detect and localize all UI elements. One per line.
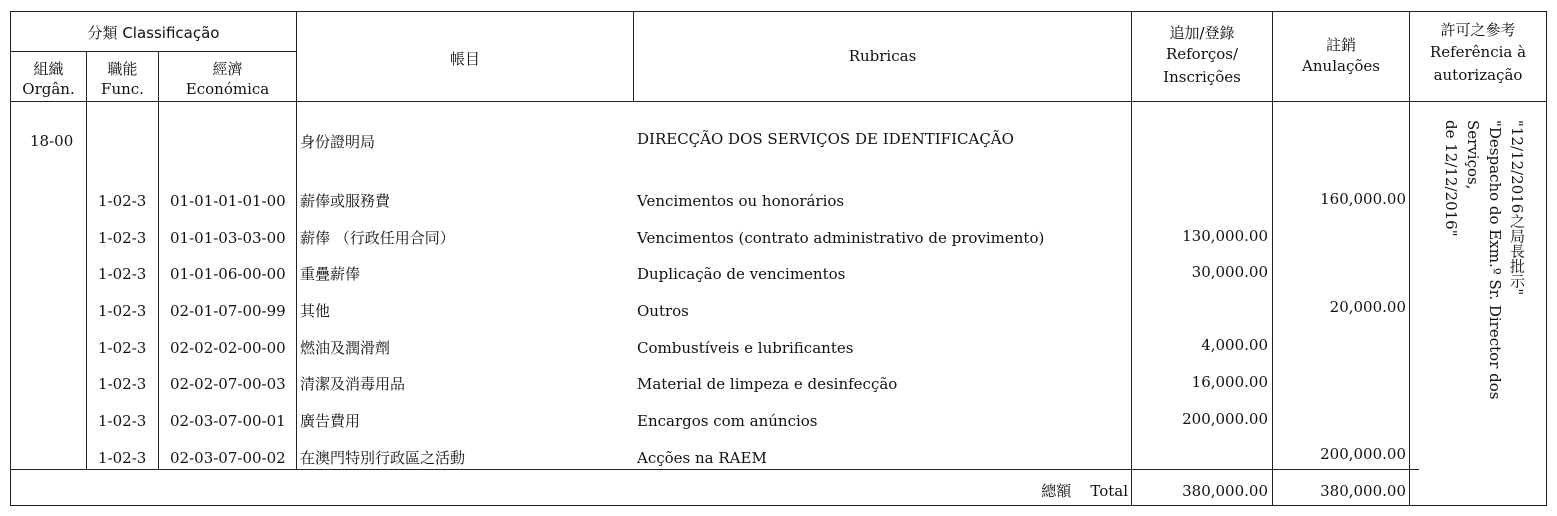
row-account-zh: 燃油及潤滑劑 xyxy=(300,339,391,357)
reinforcements-header-zh: 追加/登錄 xyxy=(1169,24,1235,42)
row-func: 1-02-3 xyxy=(98,449,147,467)
row-rubrica: Vencimentos (contrato administrativo de provimento) xyxy=(637,229,1045,247)
row-econ: 01-01-06-00-00 xyxy=(170,265,286,283)
row-rubrica: Duplicação de vencimentos xyxy=(637,265,846,283)
row-func: 1-02-3 xyxy=(98,265,147,283)
func-header-pt: Func. xyxy=(101,80,144,98)
row-cancellation: 20,000.00 xyxy=(1329,298,1406,316)
row-econ: 02-01-07-00-99 xyxy=(170,302,286,320)
row-econ: 02-02-02-00-00 xyxy=(170,339,286,357)
row-econ: 02-03-07-00-02 xyxy=(170,449,286,467)
row-reinforcement: 130,000.00 xyxy=(1182,227,1268,245)
rubricas-header: Rubricas xyxy=(848,47,917,65)
reference-line-pt2: de 12/12/2016" xyxy=(1442,120,1460,237)
row-func: 1-02-3 xyxy=(98,229,147,247)
row-account-zh: 重疊薪俸 xyxy=(300,265,361,283)
row-rubrica: Vencimentos ou honorários xyxy=(637,192,845,210)
row-func: 1-02-3 xyxy=(98,302,147,320)
row-account-zh: 在澳門特別行政區之活動 xyxy=(300,449,466,467)
cancellations-header-zh: 註銷 xyxy=(1325,36,1356,54)
org-header-zh: 組織 xyxy=(33,60,64,78)
authorization-reference xyxy=(1442,120,1528,465)
row-account-zh: 薪俸 （行政任用合同） xyxy=(300,229,455,247)
row-econ: 02-03-07-00-01 xyxy=(170,412,286,430)
total-label-pt: Total xyxy=(1090,482,1128,500)
row-rubrica: Acções na RAEM xyxy=(637,449,767,467)
row-reinforcement: 16,000.00 xyxy=(1191,373,1268,391)
row-func: 1-02-3 xyxy=(98,412,147,430)
total-cancellations: 380,000.00 xyxy=(1320,482,1406,500)
row-account-zh: 清潔及消毒用品 xyxy=(300,375,406,393)
reference-header-pt1: Referência à xyxy=(1429,43,1527,61)
econ-header-pt: Económica xyxy=(185,80,270,98)
row-reinforcement: 4,000.00 xyxy=(1201,336,1268,354)
org-code: 18-00 xyxy=(30,132,74,150)
row-econ: 01-01-03-03-00 xyxy=(170,229,286,247)
section-account-zh: 身份證明局 xyxy=(300,133,376,151)
row-rubrica: Outros xyxy=(637,302,689,320)
reference-line-zh: "12/12/2016之局長批示" xyxy=(1508,120,1526,296)
row-reinforcement: 200,000.00 xyxy=(1182,410,1268,428)
row-rubrica: Combustíveis e lubrificantes xyxy=(637,339,854,357)
reference-header-pt2: autorização xyxy=(1433,66,1523,84)
row-rubrica: Material de limpeza e desinfecção xyxy=(637,375,898,393)
row-rubrica: Encargos com anúncios xyxy=(637,412,818,430)
reference-line-pt1: "Despacho do Exm.º Sr. Director dos Serviços, xyxy=(1464,120,1504,400)
reference-header-zh: 許可之參考 xyxy=(1440,21,1516,39)
reinforcements-header-pt1: Reforços/ xyxy=(1165,45,1239,63)
func-header-zh: 職能 xyxy=(107,60,138,78)
row-account-zh: 薪俸或服務費 xyxy=(300,192,391,210)
row-cancellation: 200,000.00 xyxy=(1320,445,1406,463)
reinforcements-header-pt2: Inscrições xyxy=(1163,68,1241,86)
row-account-zh: 廣告費用 xyxy=(300,412,361,430)
row-account-zh: 其他 xyxy=(300,302,331,320)
row-cancellation: 160,000.00 xyxy=(1320,190,1406,208)
cancellations-header-pt: Anulações xyxy=(1302,57,1380,75)
row-func: 1-02-3 xyxy=(98,192,147,210)
total-label xyxy=(900,482,1128,500)
total-label-zh: 總額 xyxy=(1041,482,1072,500)
row-reinforcement: 30,000.00 xyxy=(1191,263,1268,281)
total-reinforcements: 380,000.00 xyxy=(1182,482,1268,500)
row-func: 1-02-3 xyxy=(98,375,147,393)
section-rubrica: DIRECÇÃO DOS SERVIÇOS DE IDENTIFICAÇÃO xyxy=(637,130,1014,148)
account-header: 帳目 xyxy=(449,50,480,68)
row-econ: 02-02-07-00-03 xyxy=(170,375,286,393)
classification-header: 分類 Classificação xyxy=(87,24,220,42)
org-header-pt: Orgân. xyxy=(22,80,75,98)
econ-header-zh: 經濟 xyxy=(212,60,243,78)
row-func: 1-02-3 xyxy=(98,339,147,357)
row-econ: 01-01-01-01-00 xyxy=(170,192,286,210)
